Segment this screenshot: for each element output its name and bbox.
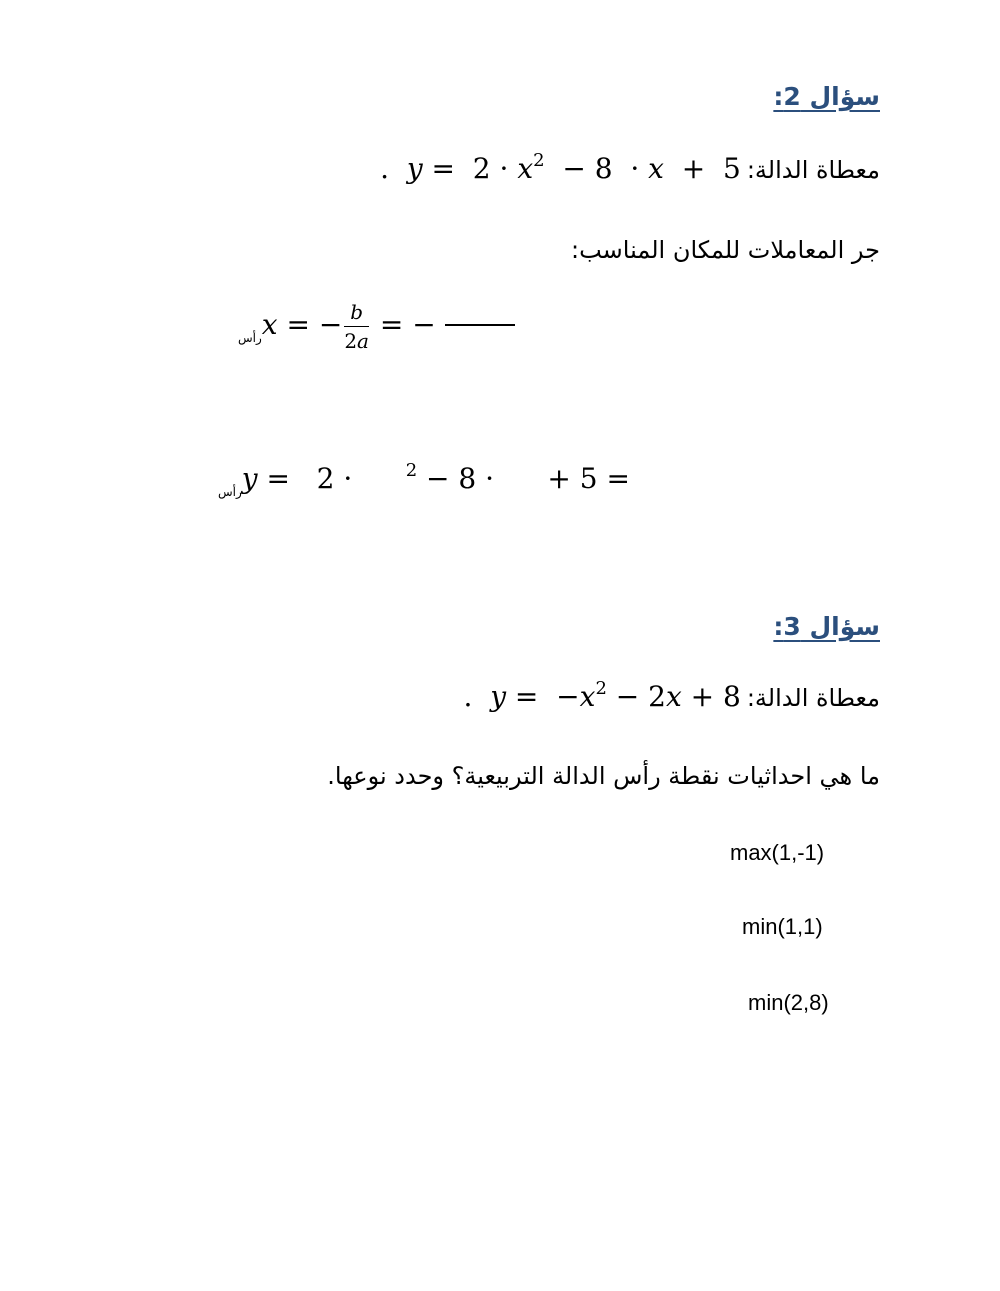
vertex-subscript: رأس [218, 485, 242, 499]
question-2-instruction: جر المعاملات للمكان المناسب: [571, 236, 880, 264]
vertex-x-formula: $_{رأس}$x = − $\frac{b}{2a}$ = − [238, 300, 515, 353]
question-2-heading: سؤال 2: [773, 82, 880, 111]
question-3-heading: سؤال 3: [773, 612, 880, 641]
function-equation-q3: . $y = -x^2 - 2x + 8$ [463, 678, 741, 713]
given-label: معطاة الدالة: [746, 684, 880, 712]
function-equation-q2: . $y = 2 \cdot x^2 - 8 \cdot x + 5$ [380, 150, 741, 185]
period: . [463, 680, 473, 713]
vertex-y-formula: $_{رأس}$y = 2 · $^2$ − 8 · + 5 = [218, 460, 630, 499]
question-2-given [380, 152, 880, 185]
answer-option-1[interactable]: max(1,-1) [730, 840, 825, 865]
b-over-2a-fraction: $\frac{b}{2a}$ [344, 300, 369, 353]
given-label: معطاة الدالة: [746, 156, 880, 184]
answer-option-3[interactable]: min(2,8) [748, 990, 829, 1015]
vertex-subscript: رأس [238, 331, 262, 345]
drop-target-fraction[interactable] [445, 324, 515, 326]
question-3-given [463, 680, 880, 713]
period: . [380, 152, 389, 185]
question-3-prompt: ما هي احداثيات نقطة رأس الدالة التربيعية؟ وحدد نوعها. [327, 762, 880, 790]
answer-option-2[interactable]: min(1,1) [742, 914, 823, 939]
